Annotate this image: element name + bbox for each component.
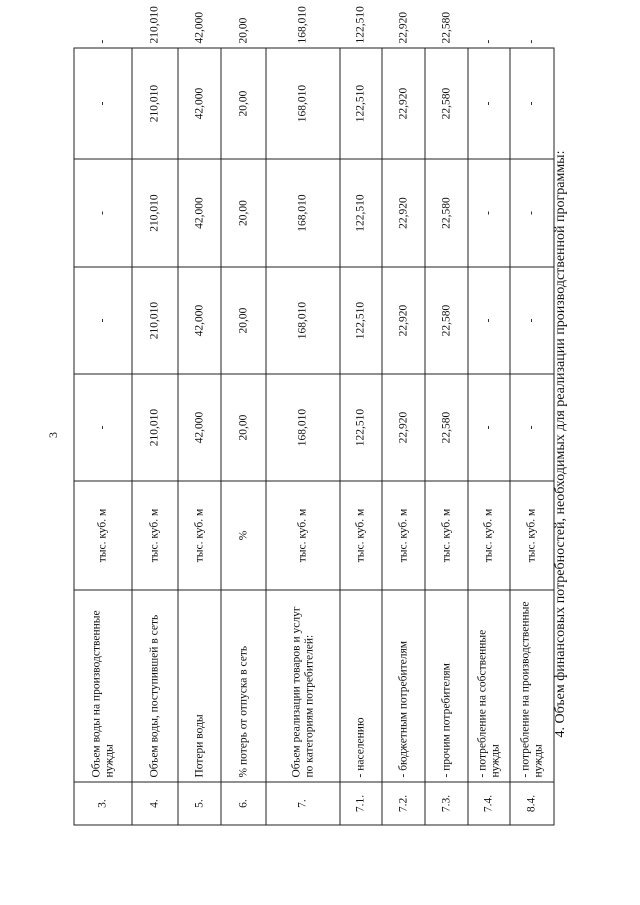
value-cell: 22,580 (425, 48, 468, 159)
value-cell: 210,010 (132, 267, 178, 374)
row-label: Объем воды на производственные нужды (74, 590, 132, 782)
value-cell: 122,510 (340, 374, 382, 481)
value-cell: - (468, 159, 510, 267)
value-cell: 22,580 (425, 159, 468, 267)
value-cell: 22,920 (382, 374, 425, 481)
value-cell: 22,920 (382, 159, 425, 267)
table-row: 7.4. - потребление на собственные нужды тыс. куб. м - - - - - (468, 48, 510, 825)
production-program-table (73, 5, 554, 825)
value-cell: 42,000 (178, 267, 221, 374)
row-number: 7. (266, 782, 340, 825)
value-cell: - (510, 374, 554, 481)
row-number: 6. (221, 782, 266, 825)
value-cell: - (510, 267, 554, 374)
page-number: 3 (46, 432, 60, 438)
table-row: 3. Объем воды на производственные нужды тыс. куб. м - - - - - (74, 48, 132, 825)
row-number: 5. (178, 782, 221, 825)
row-label: % потерь от отпуска в сеть (221, 590, 266, 782)
value-cell: - (74, 48, 132, 159)
value-cell: 20,00 (221, 267, 266, 374)
value-cell: 22,580 (425, 374, 468, 481)
value-cell: 168,010 (266, 374, 340, 481)
value-cell: 210,010 (132, 159, 178, 267)
row-number: 8.4. (510, 782, 554, 825)
value-cell: 168,010 (266, 48, 340, 159)
value-cell: 20,00 (221, 374, 266, 481)
table-row: 7.2. - бюджетным потребителям тыс. куб. м 22,920 22,920 22,920 22,920 22,920 (382, 48, 425, 825)
value-cell: 42,000 (178, 159, 221, 267)
row-label: Потери воды (178, 590, 221, 782)
row-number: 7.3. (425, 782, 468, 825)
row-unit: тыс. куб. м (178, 481, 221, 590)
value-cell: 20,00 (221, 48, 266, 159)
value-cell: 210,010 (132, 48, 178, 159)
section-heading-text: 4. Объем финансовых потребностей, необходимых для реализации производственной программы: (553, 150, 568, 738)
row-unit: тыс. куб. м (340, 481, 382, 590)
table-row: 7.3. - прочим потребителям тыс. куб. м 22,580 22,580 22,580 22,580 22,580 (425, 48, 468, 825)
value-cell: - (74, 267, 132, 374)
row-label: - потребление на производственные нужды (510, 590, 554, 782)
value-cell: - (510, 48, 554, 159)
value-cell: 22,920 (382, 48, 425, 159)
value-cell: - (468, 48, 510, 159)
row-label: - бюджетным потребителям (382, 590, 425, 782)
value-cell: - (510, 159, 554, 267)
row-unit: тыс. куб. м (425, 481, 468, 590)
value-cell: 122,510 (340, 267, 382, 374)
table-row: 5. Потери воды тыс. куб. м 42,000 42,000 42,000 42,000 42,000 (178, 48, 221, 825)
row-label: - населению (340, 590, 382, 782)
table-region (73, 5, 553, 825)
value-cell: - (74, 159, 132, 267)
row-label: - прочим потребителям (425, 590, 468, 782)
row-unit: тыс. куб. м (266, 481, 340, 590)
table-row: 6. % потерь от отпуска в сеть % 20,00 20,00 20,00 20,00 20,00 (221, 48, 266, 825)
table-row: 7.1. - населению тыс. куб. м 122,510 122,510 122,510 122,510 122,510 (340, 48, 382, 825)
value-cell: 122,510 (340, 48, 382, 159)
row-unit: тыс. куб. м (468, 481, 510, 590)
row-label: - потребление на собственные нужды (468, 590, 510, 782)
table-row: 7. Объем реализации товаров и услуг по категориям потребителей: тыс. куб. м 168,010 168,010 168,010 168,010 168,010 (266, 48, 340, 825)
row-label: Объем реализации товаров и услуг по категориям потребителей: (266, 590, 340, 782)
value-cell: 42,000 (178, 48, 221, 159)
table-body (74, 5, 554, 825)
row-number: 7.2. (382, 782, 425, 825)
row-number: 3. (74, 782, 132, 825)
row-number: 7.4. (468, 782, 510, 825)
row-unit: тыс. куб. м (382, 481, 425, 590)
table-row: 4. Объем воды, поступившей в сеть тыс. куб. м 210,010 210,010 210,010 210,010 210,010 (132, 48, 178, 825)
row-number: 7.1. (340, 782, 382, 825)
row-unit: % (221, 481, 266, 590)
value-cell: 168,010 (266, 267, 340, 374)
value-cell: 210,010 (132, 374, 178, 481)
value-cell: - (468, 374, 510, 481)
row-unit: тыс. куб. м (74, 481, 132, 590)
row-number: 4. (132, 782, 178, 825)
table-row: 8.4. - потребление на производственные нужды тыс. куб. м - - - - - (510, 48, 554, 825)
value-cell: 168,010 (266, 159, 340, 267)
value-cell: - (468, 267, 510, 374)
row-unit: тыс. куб. м (132, 481, 178, 590)
value-cell: 122,510 (340, 159, 382, 267)
value-cell: - (74, 374, 132, 481)
row-label: Объем воды, поступившей в сеть (132, 590, 178, 782)
value-cell: 22,580 (425, 267, 468, 374)
section-heading (541, 114, 581, 774)
row-unit: тыс. куб. м (510, 481, 554, 590)
value-cell: 20,00 (221, 159, 266, 267)
value-cell: 22,920 (382, 267, 425, 374)
value-cell: 42,000 (178, 374, 221, 481)
